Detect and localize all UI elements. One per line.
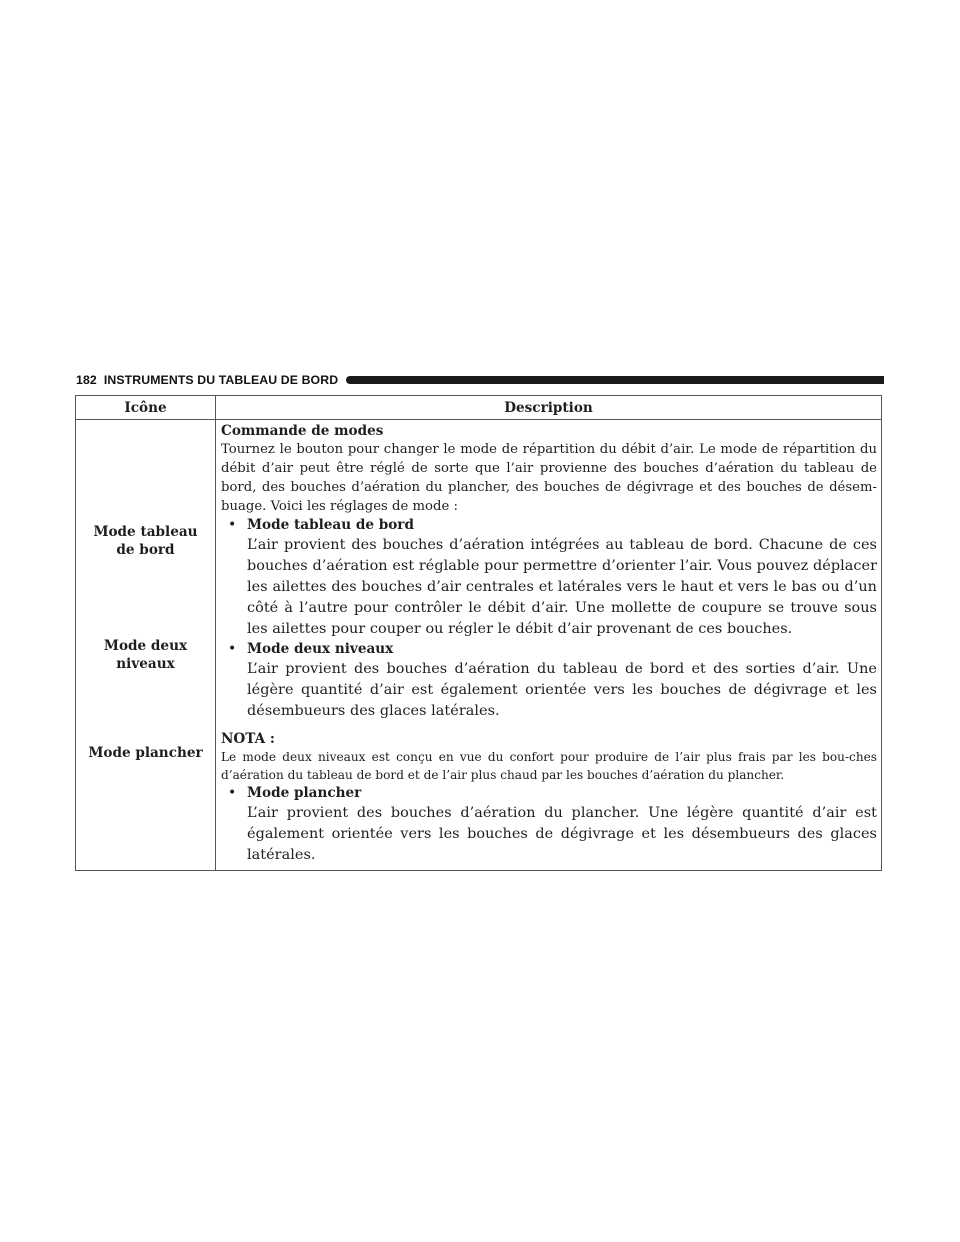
description-cell (216, 420, 882, 871)
bullet-mode-deux-niveaux (221, 640, 877, 722)
description-title: Commande de modes (221, 423, 384, 439)
bullet-dot: • (228, 641, 237, 657)
bullet-body: L’air provient des bouches d’aération du plancher. Une légère quantité d’air est également orientée vers les bouches de dégivrage et les désembueurs des glaces latérales. (247, 805, 877, 863)
icon-label-mode-tableau: Mode tableau de bord (93, 524, 198, 558)
page-number: 182 (76, 373, 97, 387)
bullet-body: L’air provient des bouches d’aération intégrées au tableau de bord. Chacune de ces bouches d’aération est réglable pour permettre d’orienter l’air. Vous pouvez déplacer les ailettes des bouches d’air centrales et latérales vers le haut et vers le bas ou d’un côté à l’autre pour contrôler le débit d’air. Une mollette de coupure se trouve sous les ailettes pour couper ou régler le débit d’air provenant de ces bouches. (247, 537, 877, 637)
bullet-dot: • (228, 785, 237, 801)
mode-table (75, 395, 882, 871)
icon-label-mode-deux-niveaux: Mode deux niveaux (103, 638, 188, 672)
bullet-mode-tableau (221, 516, 877, 640)
note-body: Le mode deux niveaux est conçu en vue du confort pour produire de l’air plus frais par les bou-ches d’aération du tableau de bord et de l’air plus chaud par les bouches d’aération du plancher. (221, 750, 877, 782)
column-header-icon: Icône (76, 396, 216, 420)
bullet-body: L’air provient des bouches d’aération du tableau de bord et des sorties d’air. Une légère quantité d’air est également orientée vers les bouches de dégivrage et les désembueurs des glaces latérales. (247, 661, 877, 719)
icon-cell (76, 420, 216, 871)
table-row (76, 420, 882, 871)
bullet-title: Mode plancher (247, 785, 362, 801)
bullet-mode-plancher (221, 784, 877, 866)
bullet-dot: • (228, 517, 237, 533)
section-title: INSTRUMENTS DU TABLEAU DE BORD (103, 373, 339, 387)
icon-label-mode-plancher: Mode plancher (88, 745, 203, 761)
header-rule (346, 376, 884, 384)
bullet-title: Mode deux niveaux (247, 641, 394, 657)
description-intro: Tournez le bouton pour changer le mode de répartition du débit d’air. Le mode de répartition du débit d’air peut être réglé de sorte que l’air provienne des bouches d’aération du tableau de bord, des bouches d’aération du plancher, des bouches de dégivrage et des bouches de désem-buage. Voici les réglages de mode : (221, 442, 877, 514)
column-header-description: Description (216, 396, 882, 420)
page-header (76, 373, 884, 387)
bullet-title: Mode tableau de bord (247, 517, 414, 533)
table-header-row (76, 396, 882, 420)
note-title: NOTA : (221, 731, 275, 747)
